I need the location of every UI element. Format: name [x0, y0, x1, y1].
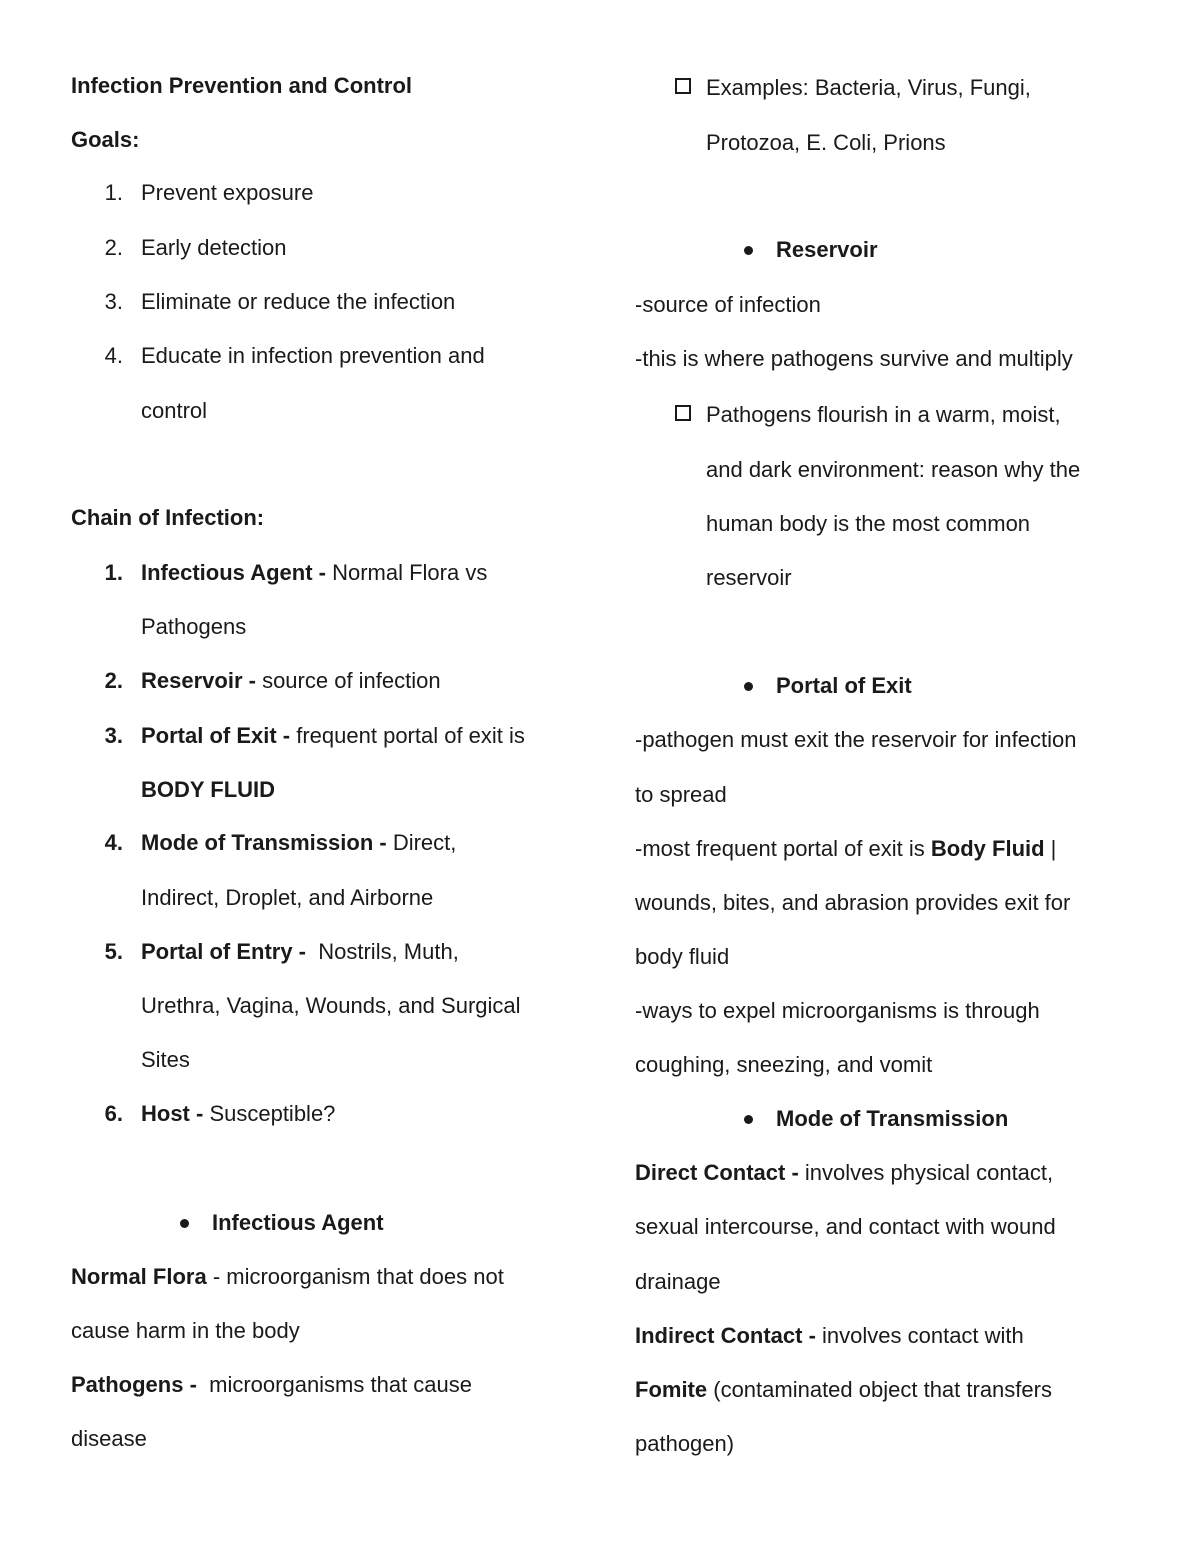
chain-desc-continued: BODY FLUID [141, 777, 276, 802]
chain-number: 6. [104, 1101, 123, 1126]
portal-of-exit-text: -pathogen must exit the reservoir for infection [635, 727, 1077, 752]
chain-item-mode-of-transmission [141, 832, 456, 854]
definition-desc-continued: disease [71, 1426, 147, 1451]
examples-text-continued: Protozoa, E. Coli, Prions [706, 130, 946, 155]
goal-number: 4. [104, 343, 123, 368]
portal-of-exit-text [635, 838, 1056, 860]
chain-item-reservoir [141, 670, 441, 692]
exit-text-part: | [1044, 836, 1057, 861]
bullet-icon [744, 246, 753, 255]
definition-desc: - microorganism that does not [206, 1264, 504, 1289]
chain-number: 1. [104, 560, 123, 585]
portal-of-exit-text: -ways to expel microorganisms is through [635, 998, 1040, 1023]
reservoir-note: Pathogens flourish in a warm, moist, [706, 402, 1061, 427]
chain-desc-continued: Urethra, Vagina, Wounds, and Surgical [141, 993, 521, 1018]
chain-item-portal-of-entry [141, 941, 459, 963]
chain-term: Mode of Transmission - [141, 830, 387, 855]
goal-text-continued: control [141, 398, 208, 423]
chain-term: Portal of Exit - [141, 723, 291, 748]
chain-item-host [141, 1103, 335, 1125]
portal-of-exit-text: to spread [635, 782, 727, 807]
chain-desc-continued: Pathogens [141, 614, 247, 639]
bullet-icon [744, 1115, 753, 1124]
definition-desc: involves contact with [815, 1323, 1024, 1348]
goal-text: Prevent exposure [141, 180, 314, 205]
definition-term: Fomite [635, 1377, 708, 1402]
definition-term: Pathogens - [71, 1372, 197, 1397]
checkbox-icon [675, 78, 691, 94]
chain-desc: Normal Flora vs [325, 560, 488, 585]
goal-number: 3. [104, 289, 123, 314]
fomite-definition [635, 1379, 1052, 1401]
mode-of-transmission-heading: Mode of Transmission [776, 1106, 1009, 1131]
reservoir-heading: Reservoir [776, 237, 878, 262]
chain-number: 2. [104, 668, 123, 693]
indirect-contact-definition [635, 1325, 1024, 1347]
reservoir-note-continued: and dark environment: reason why the [706, 457, 1081, 482]
goal-number: 2. [104, 235, 123, 260]
definition-desc: involves physical contact, [798, 1160, 1054, 1185]
definition-desc-continued: drainage [635, 1269, 721, 1294]
chain-desc: Nostrils, Muth, [306, 939, 459, 964]
goal-text: Educate in infection prevention and [141, 343, 485, 368]
reservoir-note-continued: reservoir [706, 565, 792, 590]
portal-of-exit-text: body fluid [635, 944, 730, 969]
definition-desc: (contaminated object that transfers [707, 1377, 1052, 1402]
reservoir-note-continued: human body is the most common [706, 511, 1031, 536]
chain-term: Portal of Entry - [141, 939, 307, 964]
chain-term: Host - [141, 1101, 204, 1126]
pathogens-definition [71, 1374, 472, 1396]
chain-desc: frequent portal of exit is [290, 723, 525, 748]
chain-desc: source of infection [255, 668, 441, 693]
definition-desc-continued: sexual intercourse, and contact with wound [635, 1214, 1056, 1239]
exit-text-bold: Body Fluid [930, 836, 1045, 861]
bullet-icon [744, 682, 753, 691]
chain-desc: Direct, [386, 830, 457, 855]
chain-desc: Susceptible? [203, 1101, 336, 1126]
chain-item-portal-of-exit [141, 725, 525, 747]
definition-term: Direct Contact - [635, 1160, 799, 1185]
chain-term: Reservoir - [141, 668, 256, 693]
goal-number: 1. [104, 180, 123, 205]
portal-of-exit-heading: Portal of Exit [776, 673, 912, 698]
chain-heading: Chain of Infection: [71, 505, 265, 530]
definition-desc-continued: cause harm in the body [71, 1318, 300, 1343]
direct-contact-definition [635, 1162, 1053, 1184]
chain-desc-continued: Indirect, Droplet, and Airborne [141, 885, 434, 910]
definition-desc-continued: pathogen) [635, 1431, 735, 1456]
definition-term: Indirect Contact - [635, 1323, 816, 1348]
checkbox-icon [675, 405, 691, 421]
chain-term: Infectious Agent - [141, 560, 326, 585]
goal-text: Early detection [141, 235, 287, 260]
goals-heading: Goals: [71, 127, 140, 152]
portal-of-exit-text: coughing, sneezing, and vomit [635, 1052, 933, 1077]
examples-text: Examples: Bacteria, Virus, Fungi, [706, 75, 1031, 100]
exit-text-part: -most frequent portal of exit is [635, 836, 931, 861]
chain-number: 5. [104, 939, 123, 964]
chain-number: 4. [104, 830, 123, 855]
reservoir-text: -this is where pathogens survive and multiply [635, 346, 1073, 371]
reservoir-text: -source of infection [635, 292, 821, 317]
bullet-icon [180, 1219, 189, 1228]
document-title: Infection Prevention and Control [71, 73, 413, 98]
infectious-agent-heading: Infectious Agent [212, 1210, 384, 1235]
portal-of-exit-text: wounds, bites, and abrasion provides exit for [635, 890, 1071, 915]
chain-desc-continued: Sites [141, 1047, 190, 1072]
goal-text: Eliminate or reduce the infection [141, 289, 456, 314]
normal-flora-definition [71, 1266, 504, 1288]
chain-item-infectious-agent [141, 562, 487, 584]
chain-number: 3. [104, 723, 123, 748]
definition-term: Normal Flora [71, 1264, 207, 1289]
definition-desc: microorganisms that cause [196, 1372, 473, 1397]
